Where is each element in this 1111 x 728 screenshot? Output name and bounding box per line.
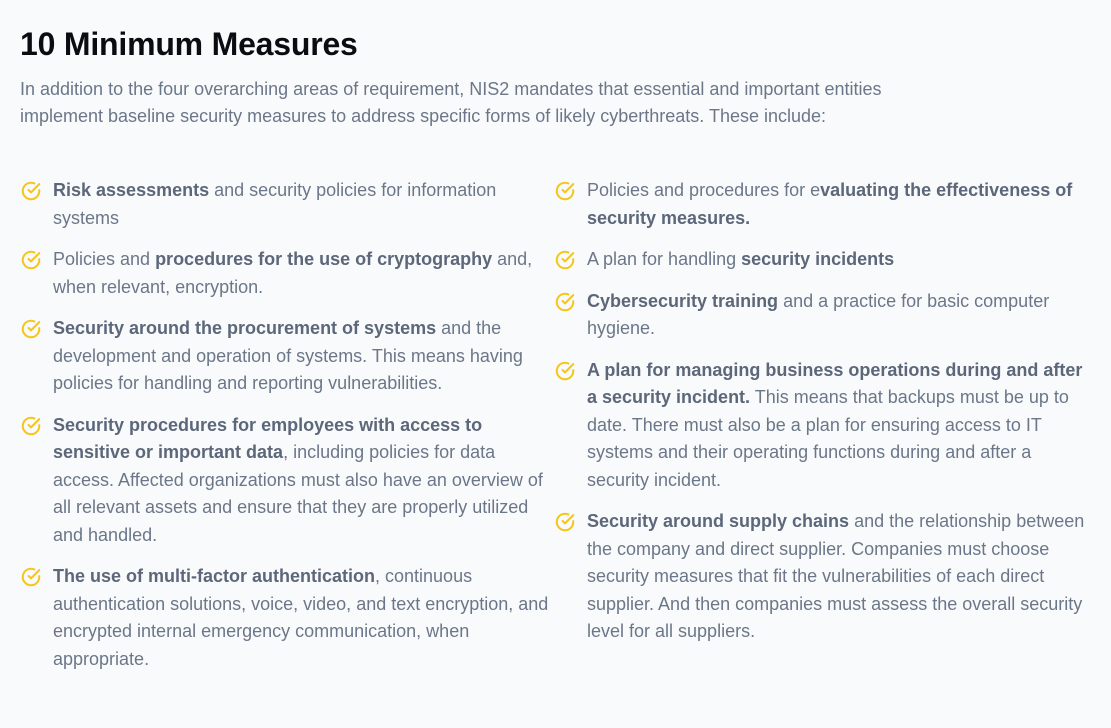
- measure-text-post: , continuous authentication solutions, voice, video, and text encryption, and encrypted internal emergency communication, when appropriate.: [53, 566, 549, 669]
- measure-text-post: and a practice for basic computer hygiene.: [587, 290, 1050, 338]
- measure-text-bold: security incidents: [741, 249, 895, 269]
- measure-text-pre: Policies and procedures for e: [587, 180, 821, 200]
- check-circle-icon: [20, 566, 42, 588]
- measure-text-bold: Security procedures for employees with access to sensitive or important data: [53, 414, 483, 462]
- intro-paragraph: [20, 76, 1020, 130]
- measure-text: [587, 508, 1088, 646]
- measure-item-business-continuity: [554, 357, 1088, 495]
- measures-grid: [20, 177, 1100, 687]
- measure-item-incidents: [554, 246, 1088, 274]
- measure-text-pre: A plan for handling: [587, 249, 742, 269]
- measure-text-post: This means that backups must be up to date. There must also be a plan for ensuring access to IT systems and their operating functions during and after a security incident.: [587, 387, 1069, 490]
- measure-text: [53, 412, 554, 550]
- measure-text-post: and, when relevant, encryption.: [53, 249, 533, 297]
- check-circle-icon: [20, 249, 42, 271]
- measure-item-supply-chains: [554, 508, 1088, 646]
- check-circle-icon: [554, 249, 576, 271]
- measure-item-procurement: [20, 315, 554, 398]
- measure-text: [53, 563, 554, 673]
- measure-text: [587, 288, 1088, 343]
- measure-text-bold: valuating the effectiveness of security measures.: [587, 180, 1073, 228]
- measure-text: [53, 315, 554, 398]
- measure-text-post: and the development and operation of systems. This means having policies for handling and reporting vulnerabilities.: [53, 318, 523, 393]
- intro-line-2: implement baseline security measures to address specific forms of likely cyberthreats. These include:: [20, 106, 827, 126]
- measure-item-effectiveness: [554, 177, 1088, 232]
- measure-text-pre: Policies and: [53, 249, 156, 269]
- check-circle-icon: [554, 360, 576, 382]
- measure-text: [53, 177, 554, 232]
- measure-text-bold: Security around supply chains: [587, 511, 850, 531]
- measure-text-bold: Cybersecurity training: [587, 290, 779, 311]
- measure-text-bold: Security around the procurement of systems: [53, 318, 437, 338]
- check-circle-icon: [554, 291, 576, 313]
- check-circle-icon: [554, 180, 576, 202]
- check-circle-icon: [554, 511, 576, 533]
- measure-text-bold: Risk assessments: [53, 180, 210, 200]
- measure-item-employee-access: [20, 412, 554, 550]
- measure-text-bold: procedures for the use of cryptography: [155, 249, 493, 269]
- check-circle-icon: [20, 180, 42, 202]
- measure-text: [53, 246, 554, 301]
- measure-text-bold: A plan for managing business operations during and after a security incident.: [587, 359, 1083, 407]
- check-circle-icon: [20, 318, 42, 340]
- measures-left-column: [20, 177, 554, 687]
- check-circle-icon: [20, 415, 42, 437]
- measures-right-column: [554, 177, 1088, 687]
- intro-line-1: In addition to the four overarching areas of requirement, NIS2 mandates that essential and important entities: [20, 79, 882, 99]
- measure-item-cryptography: [20, 246, 554, 301]
- page-title: 10 Minimum Measures: [20, 26, 358, 62]
- measure-item-training: [554, 288, 1088, 343]
- measure-item-mfa: [20, 563, 554, 673]
- measure-text: [587, 357, 1088, 495]
- measure-text: [587, 246, 1088, 274]
- measure-text-post: and the relationship between the company and direct supplier. Companies must choose security measures that fit the vulnerabilities of each direct supplier. And then companies must assess the overall security level for all suppliers.: [587, 511, 1085, 641]
- measure-text-post: and security policies for information systems: [53, 180, 497, 228]
- measure-text-bold: The use of multi-factor authentication: [53, 566, 376, 586]
- measure-item-risk-assessments: [20, 177, 554, 232]
- measure-text-post: , including policies for data access. Affected organizations must also have an overview of all relevant assets and ensure that they are properly utilized and handled.: [53, 442, 543, 545]
- measure-text: [587, 177, 1088, 232]
